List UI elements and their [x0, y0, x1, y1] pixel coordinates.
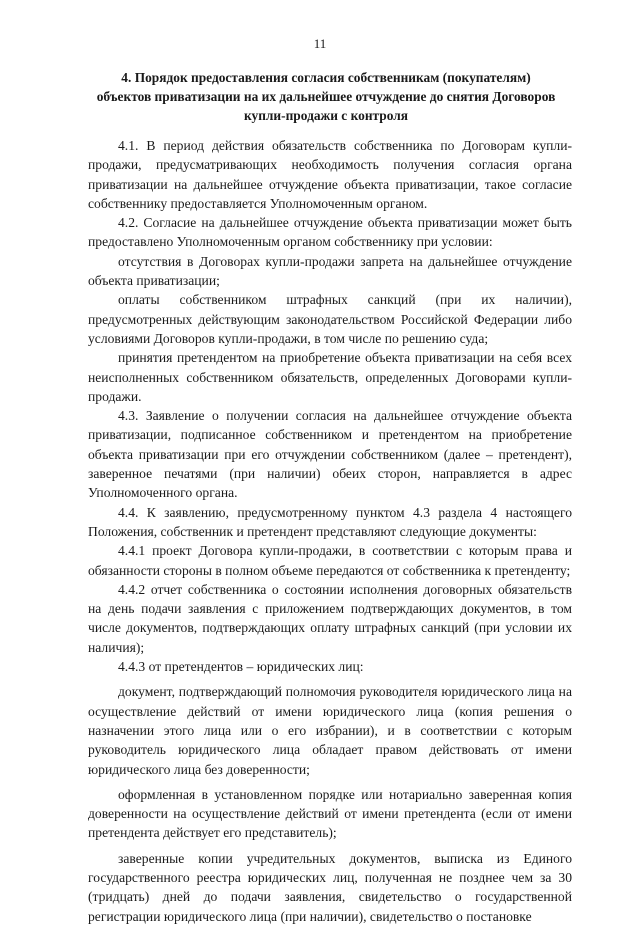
document-item: заверенные копии учредительных документов, выписка из Единого государственного реестра юридических лиц, полученная не позднее чем за 30 (тридцать) дней до подачи заявления, свидетельство о государственной регистрации юридического лица (при наличии), свидетельство о постановке [88, 850, 572, 924]
paragraph-4-4-3: 4.4.3 от претендентов – юридических лиц: [118, 659, 364, 675]
paragraph-4-4-1: 4.4.1 проект Договора купли-продажи, в соответствии с которым права и обязанности стороны в полном объеме передаются от собственника к претенденту; [88, 543, 572, 578]
document-item: документ, подтверждающий полномочия руководителя юридического лица на осуществление действий от имени юридического лица (копия решения о назначении этого лица или о его избрании), и в соответствии с которым руководитель юридического лица обладает правом действовать от имени юридического лица без доверенности; [88, 684, 572, 777]
condition-item: принятия претендентом на приобретение объекта приватизации на себя всех неисполненных собственником обязательств, определенных Договорами купли-продажи. [88, 350, 572, 404]
page-number: 11 [313, 36, 327, 51]
document-item: оформленная в установленном порядке или нотариально заверенная копия доверенности на осуществление действий от имени претендента (если от имени претендента действует его представитель); [88, 786, 572, 841]
condition-item: отсутствия в Договорах купли-продажи запрета на дальнейшее отчуждение объекта приватизации; [88, 253, 572, 289]
paragraph-4-3: 4.3. Заявление о получении согласия на дальнейшее отчуждение объекта приватизации, подписанное собственником и претендентом на приобретение объекта приватизации при его отчуждении собственником (далее – претендент), заверенное печатями (при наличии) обеих сторон, направляется в адрес Уполномоченного органа. [88, 408, 572, 501]
document-body [88, 136, 572, 926]
paragraph-4-1: 4.1. В период действия обязательств собственника по Договорам купли-продажи, предусматривающих необходимость получения согласия органа приватизации на дальнейшее отчуждение объекта приватизации, такое согласие собственнику предоставляется Уполномоченным органом. [88, 138, 572, 211]
section-title: 4. Порядок предоставления согласия собственникам (покупателям) объектов приватизации на их дальнейшее отчуждение до снятия Договоров купли-продажи с контроля [96, 70, 556, 123]
condition-item: оплаты собственником штрафных санкций (при их наличии), предусмотренных действующим законодательством Российской Федерации либо условиями Договоров купли-продажи, в том числе по решению суда; [88, 292, 572, 346]
paragraph-4-2: 4.2. Согласие на дальнейшее отчуждение объекта приватизации может быть предоставлено Уполномоченным органом собственнику при условии: [88, 215, 572, 250]
paragraph-4-4: 4.4. К заявлению, предусмотренному пунктом 4.3 раздела 4 настоящего Положения, собственник и претендент представляют следующие документы: [88, 504, 572, 539]
paragraph-4-4-2: 4.4.2 отчет собственника о состоянии исполнения договорных обязательств на день подачи заявления с приложением подтверждающих документов, в том числе документов, подтверждающих оплату штрафных санкций (при условии их наличия); [88, 581, 572, 655]
